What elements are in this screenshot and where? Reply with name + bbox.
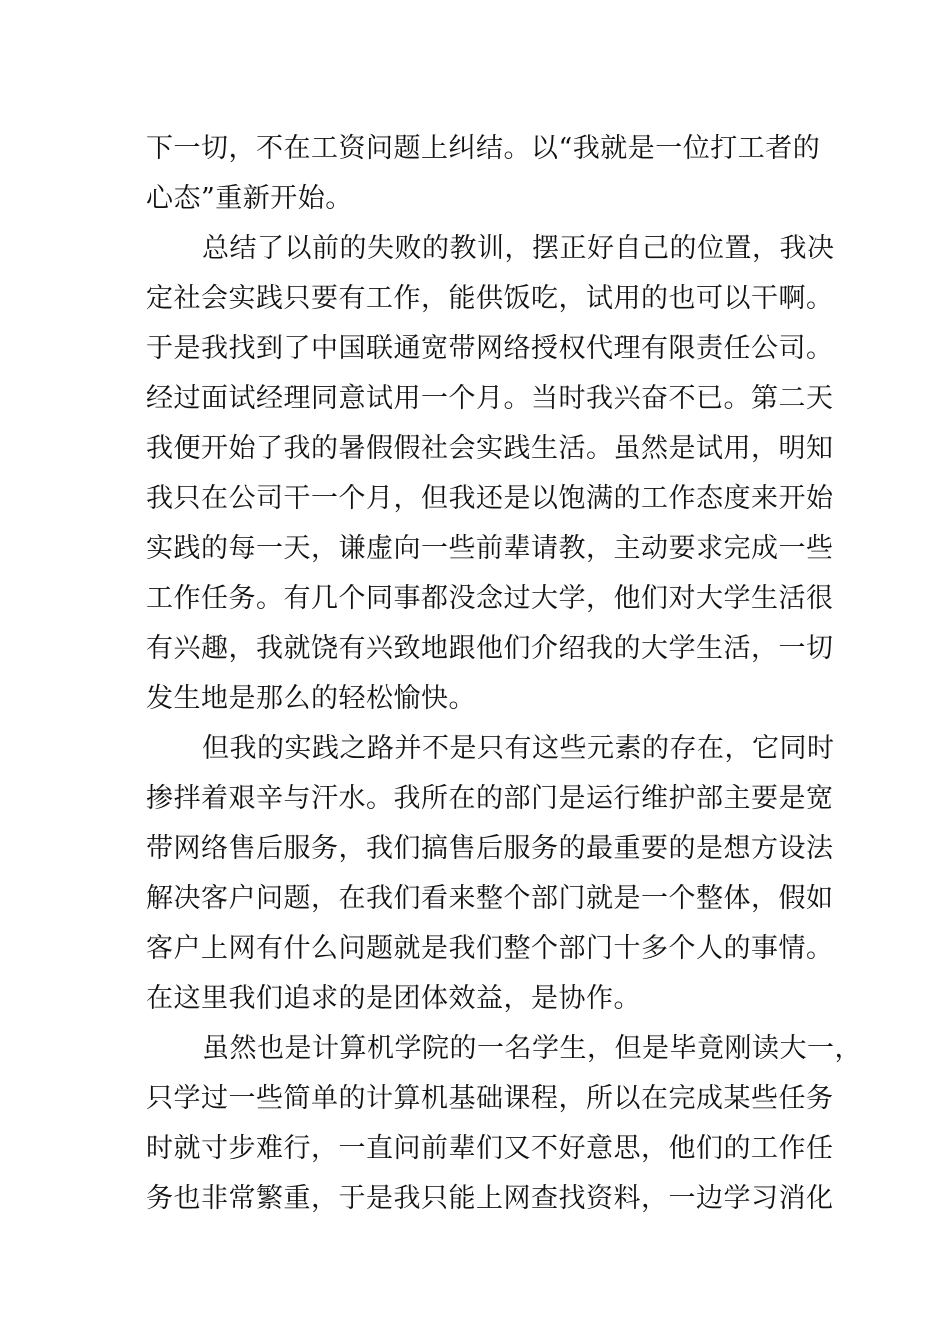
text-line: 带网络售后服务，我们搞售后服务的最重要的是想方设法 bbox=[146, 833, 834, 864]
text-line: 客户上网有什么问题就是我们整个部门十多个人的事情。 bbox=[146, 933, 834, 964]
text-line: 于是我找到了中国联通宽带网络授权代理有限责任公司。 bbox=[146, 333, 834, 364]
text-line: 只学过一些简单的计算机基础课程，所以在完成某些任务 bbox=[146, 1083, 834, 1114]
paragraph-start-line: 但我的实践之路并不是只有这些元素的存在，它同时 bbox=[202, 733, 835, 764]
text-line: 我便开始了我的暑假假社会实践生活。虽然是试用，明知 bbox=[146, 433, 834, 464]
text-line: 掺拌着艰辛与汗水。我所在的部门是运行维护部主要是宽 bbox=[146, 783, 834, 814]
text-line: 定社会实践只要有工作，能供饭吃，试用的也可以干啊。 bbox=[146, 283, 834, 314]
text-line: 工作任务。有几个同事都没念过大学，他们对大学生活很 bbox=[146, 583, 834, 614]
text-line: 心态”重新开始。 bbox=[146, 183, 353, 214]
text-line: 务也非常繁重，于是我只能上网查找资料，一边学习消化 bbox=[146, 1183, 834, 1214]
text-line: 经过面试经理同意试用一个月。当时我兴奋不已。第二天 bbox=[146, 383, 834, 414]
text-line: 在这里我们追求的是团体效益，是协作。 bbox=[146, 983, 641, 1014]
text-line: 时就寸步难行，一直问前辈们又不好意思，他们的工作任 bbox=[146, 1133, 834, 1164]
text-line: 有兴趣，我就饶有兴致地跟他们介绍我的大学生活，一切 bbox=[146, 633, 834, 664]
paragraph-start-line: 虽然也是计算机学院的一名学生，但是毕竟刚读大一， bbox=[202, 1033, 862, 1064]
text-line: 发生地是那么的轻松愉快。 bbox=[146, 683, 476, 714]
text-line: 实践的每一天，谦虚向一些前辈请教，主动要求完成一些 bbox=[146, 533, 834, 564]
paragraph-start-line: 总结了以前的失败的教训，摆正好自己的位置，我决 bbox=[202, 233, 835, 264]
text-line: 解决客户问题，在我们看来整个部门就是一个整体，假如 bbox=[146, 883, 834, 914]
text-line: 我只在公司干一个月，但我还是以饱满的工作态度来开始 bbox=[146, 483, 834, 514]
text-line: 下一切，不在工资问题上纠结。以“我就是一位打工者的 bbox=[146, 133, 821, 164]
